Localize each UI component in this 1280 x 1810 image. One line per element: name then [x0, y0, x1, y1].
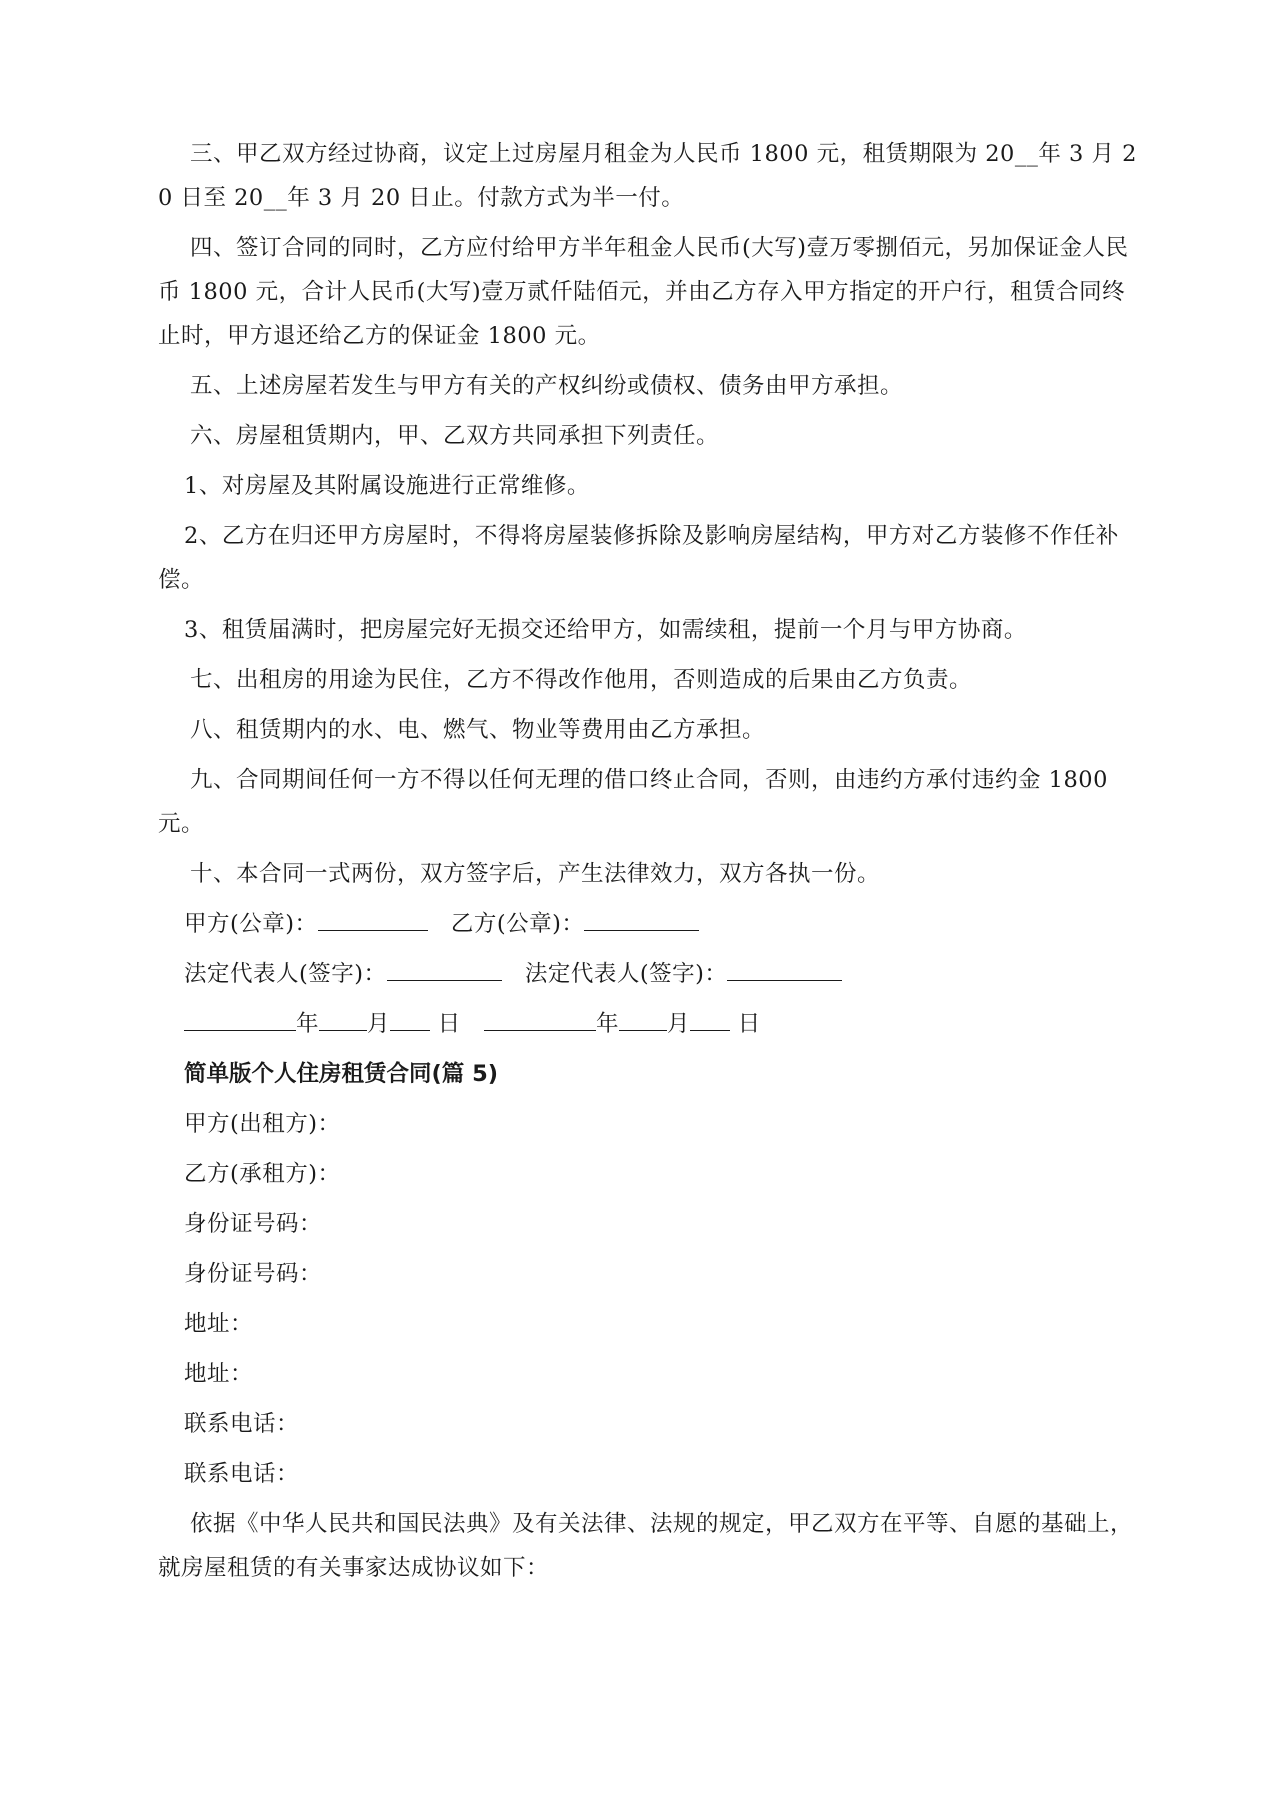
- date-b-day-label: 日: [737, 1011, 761, 1037]
- date-a-month-label: 月: [367, 1011, 391, 1037]
- date-b-month-label: 月: [667, 1011, 691, 1037]
- party-a-seal-blank[interactable]: [318, 908, 428, 931]
- address-a: 地址：: [184, 1311, 254, 1337]
- party-a-seal-label: 甲方(公章)：: [184, 911, 318, 937]
- document-body: [158, 132, 1138, 1596]
- rep-b-label: 法定代表人(签字)：: [524, 961, 728, 987]
- clause-6: 六、房屋租赁期内，甲、乙双方共同承担下列责任。: [190, 423, 720, 449]
- date-a-month-blank[interactable]: [319, 1008, 367, 1031]
- date-a-year-label: 年: [296, 1011, 320, 1037]
- clause-9: 九、合同期间任何一方不得以任何无理的借口终止合同，否则，由违约方承付违约金 1800 元。: [158, 767, 1108, 837]
- clause-8: 八、租赁期内的水、电、燃气、物业等费用由乙方承担。: [190, 717, 766, 743]
- representative-signature-row: [158, 952, 1138, 996]
- seal-signature-row: [158, 902, 1138, 946]
- id-number-a: 身份证号码：: [184, 1211, 323, 1237]
- date-b-month-blank[interactable]: [619, 1008, 667, 1031]
- date-a-day-label: 日: [437, 1011, 461, 1037]
- party-a-lessor: 甲方(出租方)：: [184, 1111, 341, 1137]
- party-b-lessee: 乙方(承租方)：: [184, 1161, 341, 1187]
- clause-5: 五、上述房屋若发生与甲方有关的产权纠纷或债权、债务由甲方承担。: [190, 373, 904, 399]
- rep-b-blank[interactable]: [727, 958, 842, 981]
- phone-a: 联系电话：: [184, 1411, 300, 1437]
- party-b-seal-blank[interactable]: [584, 908, 699, 931]
- date-b-year-blank[interactable]: [484, 1008, 596, 1031]
- clause-6-item-2: 2、乙方在归还甲方房屋时，不得将房屋装修拆除及影响房屋结构，甲方对乙方装修不作任补偿。: [158, 523, 1119, 593]
- clause-3: 三、甲乙双方经过协商，议定上过房屋月租金为人民币 1800 元，租赁期限为 20__年 3 月 20 日至 20__年 3 月 20 日止。付款方式为半一付。: [158, 141, 1137, 211]
- clause-6-item-1: 1、对房屋及其附属设施进行正常维修。: [184, 473, 590, 499]
- phone-b: 联系电话：: [184, 1461, 300, 1487]
- date-b-year-label: 年: [596, 1011, 620, 1037]
- id-number-b: 身份证号码：: [184, 1261, 323, 1287]
- clause-4: 四、签订合同的同时，乙方应付给甲方半年租金人民币(大写)壹万零捌佰元，另加保证金人民币 1800 元，合计人民币(大写)壹万贰仟陆佰元，并由乙方存入甲方指定的开户行，租赁合同终止时，甲方退还给乙方的保证金 1800 元。: [158, 235, 1129, 349]
- party-b-seal-label: 乙方(公章)：: [450, 911, 585, 937]
- date-row: [158, 1002, 1138, 1046]
- clause-6-item-3: 3、租赁届满时，把房屋完好无损交还给甲方，如需续租，提前一个月与甲方协商。: [184, 617, 1027, 643]
- section-5-intro: 依据《中华人民共和国民法典》及有关法律、法规的规定，甲乙双方在平等、自愿的基础上，就房屋租赁的有关事家达成协议如下：: [158, 1511, 1134, 1581]
- date-a-day-blank[interactable]: [390, 1008, 430, 1031]
- clause-7: 七、出租房的用途为民住，乙方不得改作他用，否则造成的后果由乙方负责。: [190, 667, 973, 693]
- clause-10: 十、本合同一式两份，双方签字后，产生法律效力，双方各执一份。: [190, 861, 881, 887]
- rep-a-label: 法定代表人(签字)：: [184, 961, 387, 987]
- date-b-day-blank[interactable]: [690, 1008, 730, 1031]
- address-b: 地址：: [184, 1361, 254, 1387]
- date-a-year-blank[interactable]: [184, 1008, 296, 1031]
- rep-a-blank[interactable]: [387, 958, 502, 981]
- section-5-title: 简单版个人住房租赁合同(篇 5): [184, 1061, 499, 1087]
